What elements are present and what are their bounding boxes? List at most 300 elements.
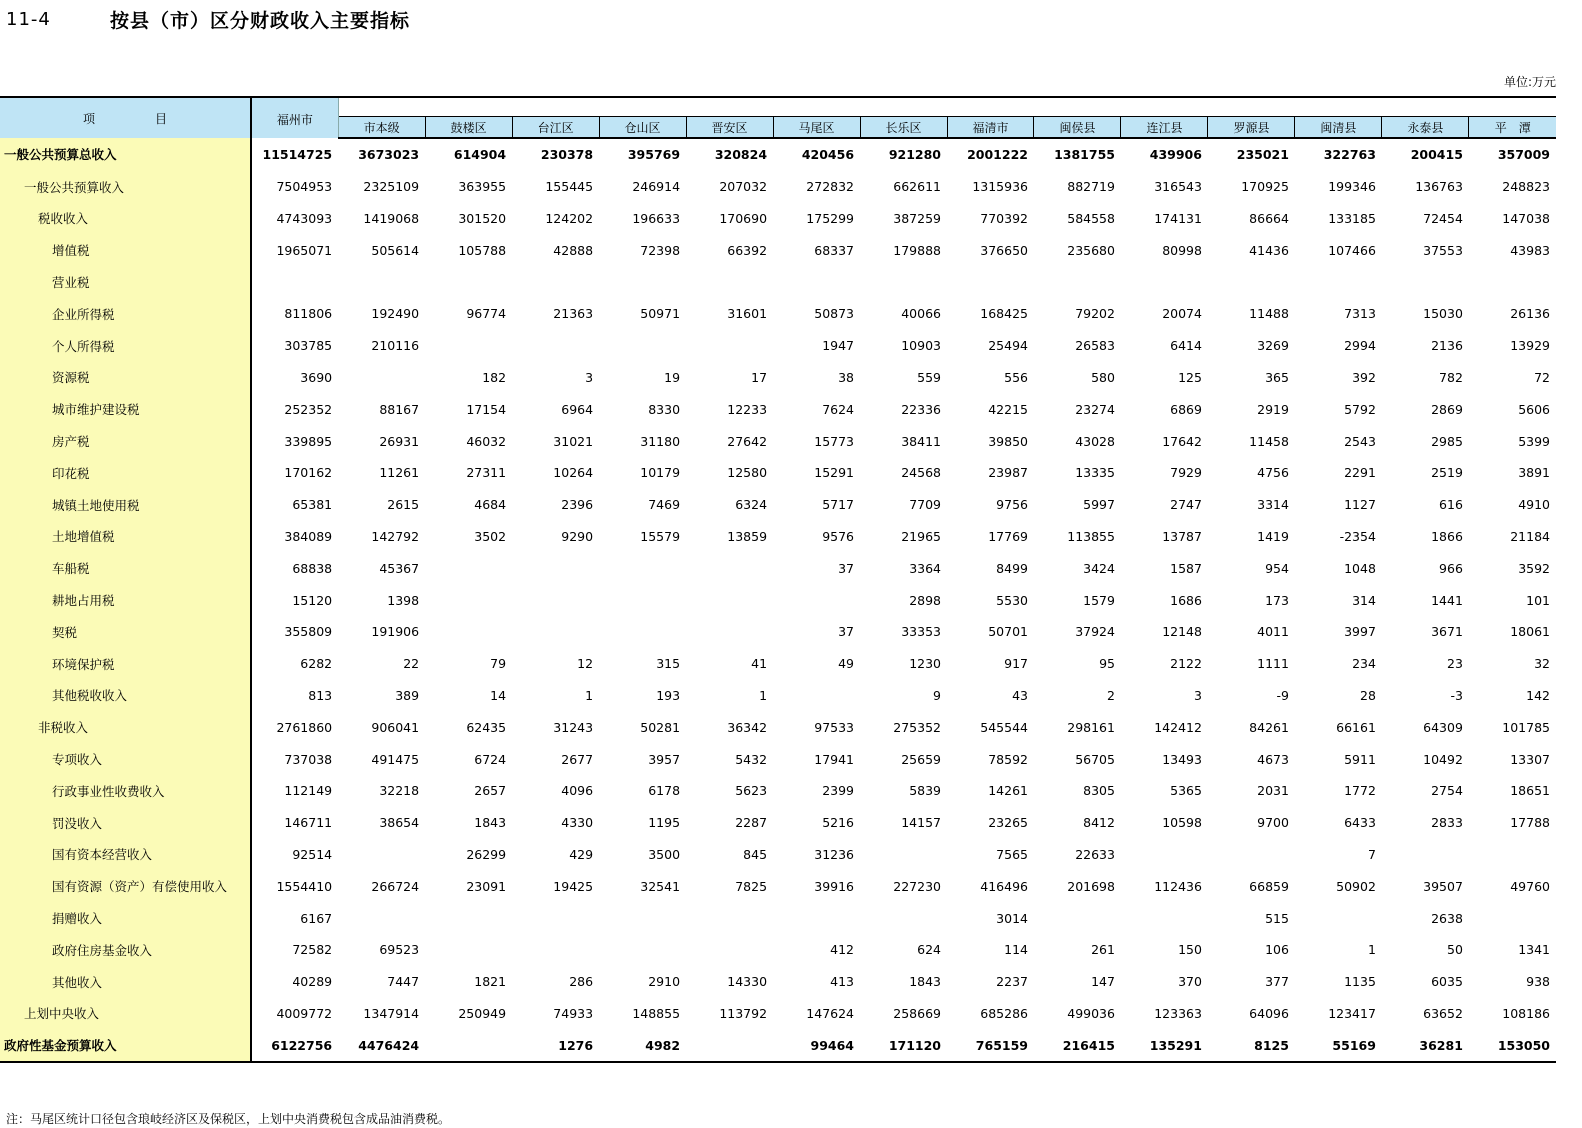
table-cell: 439906	[1149, 147, 1202, 163]
district-column-header: 晋安区	[686, 117, 773, 139]
table-cell: 193	[656, 687, 681, 703]
table-cell: 770392	[980, 210, 1028, 226]
table-cell	[599, 902, 686, 934]
table-cell: 4096	[561, 783, 594, 799]
table-cell: 272832	[806, 179, 855, 195]
table-cell: 17	[751, 369, 768, 385]
table-cell: 68337	[814, 242, 855, 258]
table-cell: 113855	[1067, 528, 1115, 544]
table-cell	[599, 584, 686, 616]
table-cell: 43	[1012, 687, 1028, 703]
district-column-header: 马尾区	[773, 117, 860, 139]
table-cell	[1469, 902, 1556, 934]
table-cell: 3364	[909, 560, 941, 576]
table-cell: 7447	[387, 974, 420, 990]
table-cell: 2237	[996, 974, 1028, 990]
table-cell: 491475	[371, 751, 420, 767]
table-cell: 133185	[1328, 210, 1376, 226]
table-cell: 1419	[1257, 528, 1289, 544]
table-row	[0, 330, 1556, 362]
table-cell	[1208, 839, 1295, 871]
table-cell: 22336	[901, 401, 941, 417]
table-cell: 12	[577, 656, 594, 672]
table-cell: 3	[1194, 687, 1202, 703]
table-cell: 315	[656, 656, 681, 672]
table-cell: 376650	[980, 242, 1028, 258]
table-cell	[860, 266, 947, 298]
table-cell: 27311	[466, 465, 507, 481]
table-cell: 25659	[901, 751, 941, 767]
row-label: 一般公共预算收入	[0, 171, 251, 203]
table-cell	[425, 616, 512, 648]
table-cell: 20074	[1162, 306, 1202, 322]
table-cell: 5717	[822, 497, 855, 513]
table-cell	[512, 330, 599, 362]
table-cell: 2519	[1431, 465, 1463, 481]
table-cell: 6964	[561, 401, 594, 417]
table-cell: 377	[1265, 974, 1289, 990]
table-cell: 230378	[540, 147, 594, 163]
table-cell: 171120	[860, 1029, 947, 1062]
table-cell: 37	[838, 624, 855, 640]
table-cell: 2754	[1431, 783, 1463, 799]
table-cell: 147	[1091, 974, 1115, 990]
table-cell: 179888	[893, 242, 941, 258]
table-cell: 49760	[1510, 878, 1550, 894]
table-row	[0, 552, 1556, 584]
table-cell: 1772	[1344, 783, 1376, 799]
table-cell: 286	[569, 974, 594, 990]
table-cell: 88167	[379, 401, 420, 417]
table-cell: 515	[1265, 910, 1289, 926]
table-cell: 7313	[1344, 306, 1376, 322]
table-cell: 685286	[980, 1005, 1028, 1021]
table-cell: 26299	[466, 846, 507, 862]
table-cell: 207032	[719, 179, 768, 195]
table-cell: 6178	[648, 783, 681, 799]
table-cell: 18651	[1510, 783, 1550, 799]
table-cell: 9576	[822, 528, 855, 544]
table-cell: 27642	[727, 433, 768, 449]
table-row	[0, 616, 1556, 648]
table-cell: 6122756	[251, 1029, 338, 1062]
table-cell	[1469, 839, 1556, 871]
row-label: 捐赠收入	[0, 902, 251, 934]
table-cell	[1469, 266, 1556, 298]
row-label: 上划中央收入	[0, 998, 251, 1030]
table-cell: 4982	[599, 1029, 686, 1062]
table-cell: 123363	[1154, 1005, 1202, 1021]
table-cell: 8305	[1083, 783, 1115, 799]
row-label: 其他税收收入	[0, 680, 251, 712]
district-column-header: 永泰县	[1382, 117, 1469, 139]
table-cell: 23	[1447, 656, 1463, 672]
table-cell: 7929	[1170, 465, 1202, 481]
table-cell	[512, 266, 599, 298]
table-cell: 39850	[988, 433, 1028, 449]
table-cell: 227230	[893, 878, 941, 894]
row-label: 行政事业性收费收入	[0, 775, 251, 807]
table-cell: 26583	[1075, 338, 1115, 354]
table-cell: 1	[1367, 942, 1376, 958]
table-cell: 37924	[1075, 624, 1115, 640]
table-cell: 37	[838, 560, 855, 576]
table-cell: 1195	[648, 815, 681, 831]
table-cell: 1111	[1257, 656, 1289, 672]
table-cell: 320824	[714, 147, 768, 163]
table-cell: 8499	[996, 560, 1028, 576]
table-cell: 2	[1107, 687, 1115, 703]
table-cell	[1034, 266, 1121, 298]
table-cell	[1121, 266, 1208, 298]
table-cell	[686, 934, 773, 966]
table-cell: 17154	[466, 401, 507, 417]
table-cell: 2657	[474, 783, 507, 799]
table-cell: 420456	[801, 147, 855, 163]
table-cell: 8412	[1083, 815, 1115, 831]
table-cell: 248823	[1502, 179, 1550, 195]
table-cell: 2919	[1257, 401, 1289, 417]
row-label: 政府性基金预算收入	[0, 1029, 251, 1062]
table-cell: 78592	[988, 751, 1028, 767]
table-cell: 105788	[458, 242, 507, 258]
table-cell: 39507	[1423, 878, 1463, 894]
table-cell	[686, 266, 773, 298]
table-cell: 616	[1439, 497, 1463, 513]
table-cell: 3690	[300, 369, 333, 385]
table-cell: 580	[1091, 369, 1115, 385]
table-cell	[599, 616, 686, 648]
table-cell: 2994	[1344, 338, 1376, 354]
table-cell: 18061	[1510, 624, 1550, 640]
table-cell: 24568	[901, 465, 941, 481]
table-cell: 108186	[1502, 1005, 1550, 1021]
table-cell: 906041	[371, 719, 420, 735]
table-row	[0, 171, 1556, 203]
table-cell: 17788	[1510, 815, 1550, 831]
table-cell	[425, 584, 512, 616]
table-cell: 36342	[727, 719, 768, 735]
table-cell: 15120	[292, 592, 333, 608]
header-row-top	[0, 97, 1556, 117]
table-cell: 1579	[1083, 592, 1115, 608]
table-cell: 32	[1534, 656, 1550, 672]
table-cell: 9700	[1257, 815, 1289, 831]
table-cell	[773, 266, 860, 298]
table-cell: 7469	[648, 497, 681, 513]
table-cell: 389	[395, 687, 420, 703]
table-cell: 917	[1004, 656, 1028, 672]
table-body	[0, 138, 1556, 1062]
table-cell: 147038	[1502, 210, 1550, 226]
table-cell: 5792	[1344, 401, 1376, 417]
table-cell: 19	[664, 369, 681, 385]
table-cell	[599, 552, 686, 584]
table-cell	[425, 552, 512, 584]
table-cell: 38	[838, 369, 855, 385]
table-cell: 153050	[1469, 1029, 1556, 1062]
table-row	[0, 521, 1556, 553]
table-cell: 252352	[284, 401, 333, 417]
table-cell: 1347914	[363, 1005, 420, 1021]
table-cell: 1843	[474, 815, 507, 831]
table-row	[0, 203, 1556, 235]
table-cell: 32541	[640, 878, 681, 894]
table-cell: 1821	[474, 974, 507, 990]
district-column-header: 罗源县	[1208, 117, 1295, 139]
table-cell: 662611	[893, 179, 941, 195]
table-cell: 355809	[284, 624, 333, 640]
table-cell: 3671	[1431, 624, 1463, 640]
table-cell: 23091	[466, 878, 507, 894]
table-cell: 303785	[284, 338, 333, 354]
table-row	[0, 839, 1556, 871]
table-cell: 66859	[1249, 878, 1289, 894]
table-cell: 3673023	[358, 147, 420, 163]
table-cell: 1	[759, 687, 768, 703]
table-cell	[860, 839, 947, 871]
table-cell: 19425	[553, 878, 594, 894]
title-row	[6, 4, 410, 34]
table-cell: 2638	[1431, 910, 1463, 926]
table-cell: 50281	[640, 719, 681, 735]
table-cell: 7	[1367, 846, 1376, 862]
table-cell	[512, 552, 599, 584]
table-cell: 31180	[640, 433, 681, 449]
table-cell: 72582	[292, 942, 333, 958]
table-cell	[425, 266, 512, 298]
table-cell: 42888	[553, 242, 594, 258]
table-cell: 624	[917, 942, 941, 958]
table-cell: 3891	[1518, 465, 1550, 481]
table-cell: 954	[1265, 560, 1289, 576]
table-cell: 6414	[1170, 338, 1202, 354]
table-cell: 7825	[735, 878, 768, 894]
table-cell: 142412	[1154, 719, 1202, 735]
table-cell: 556	[1004, 369, 1028, 385]
table-cell: 4009772	[276, 1005, 333, 1021]
table-row	[0, 489, 1556, 521]
row-label: 车船税	[0, 552, 251, 584]
table-cell: 4330	[561, 815, 594, 831]
table-cell: 3997	[1344, 624, 1376, 640]
table-cell: 782	[1439, 369, 1463, 385]
table-cell	[338, 902, 425, 934]
table-cell: 84261	[1249, 719, 1289, 735]
table-cell: 26931	[379, 433, 420, 449]
table-cell: 416496	[980, 878, 1028, 894]
table-cell: 201698	[1067, 878, 1115, 894]
table-cell: 4743093	[276, 210, 333, 226]
table-cell: 13307	[1510, 751, 1550, 767]
table-row	[0, 234, 1556, 266]
table-cell: 113792	[719, 1005, 768, 1021]
row-label: 契税	[0, 616, 251, 648]
table-cell: 298161	[1067, 719, 1115, 735]
row-label: 国有资本经营收入	[0, 839, 251, 871]
table-row	[0, 711, 1556, 743]
table-cell: 216415	[1034, 1029, 1121, 1062]
table-cell	[251, 266, 338, 298]
table-cell: 6724	[474, 751, 507, 767]
row-label: 资源税	[0, 362, 251, 394]
table-cell: 46032	[466, 433, 507, 449]
table-cell: 5365	[1170, 783, 1202, 799]
table-cell	[1121, 839, 1208, 871]
table-cell: 1947	[822, 338, 855, 354]
table-cell	[425, 902, 512, 934]
table-cell: 72	[1534, 369, 1550, 385]
table-row	[0, 934, 1556, 966]
table-cell: 31021	[553, 433, 594, 449]
table-cell	[338, 266, 425, 298]
district-column-header: 长乐区	[860, 117, 947, 139]
table-cell: 17642	[1162, 433, 1202, 449]
table-cell: 10598	[1162, 815, 1202, 831]
table-cell: 23274	[1075, 401, 1115, 417]
table-cell: 17941	[814, 751, 855, 767]
table-cell: 79	[490, 656, 507, 672]
district-column-header: 台江区	[512, 117, 599, 139]
table-cell: 387259	[893, 210, 941, 226]
table-cell: 365	[1265, 369, 1289, 385]
table-cell: 2287	[735, 815, 768, 831]
table-cell: 11514725	[262, 146, 333, 162]
item-column-header: 项 目	[0, 97, 251, 138]
table-cell	[1121, 902, 1208, 934]
table-cell: 170690	[719, 210, 768, 226]
table-cell: 14157	[901, 815, 941, 831]
table-cell: 811806	[284, 306, 333, 322]
table-cell: 7565	[996, 846, 1028, 862]
row-label: 营业税	[0, 266, 251, 298]
district-column-header: 鼓楼区	[425, 117, 512, 139]
table-cell	[686, 584, 773, 616]
table-cell: 1419068	[363, 210, 420, 226]
table-cell: 173	[1265, 592, 1289, 608]
table-cell: 22	[403, 656, 420, 672]
table-cell: 62435	[466, 719, 507, 735]
table-cell: 36281	[1382, 1029, 1469, 1062]
table-cell: 275352	[893, 719, 941, 735]
table-cell: 1315936	[972, 179, 1028, 195]
table-cell: 31236	[814, 846, 855, 862]
table-cell: 3014	[996, 910, 1028, 926]
table-cell: 64309	[1423, 719, 1463, 735]
table-cell: 261	[1091, 942, 1115, 958]
table-cell: 64096	[1249, 1005, 1289, 1021]
table-cell: 1398	[387, 592, 420, 608]
table-cell: 363955	[458, 179, 507, 195]
table-cell	[512, 934, 599, 966]
table-cell: 1843	[909, 974, 941, 990]
table-cell: 339895	[284, 433, 333, 449]
table-cell: 2761860	[276, 719, 333, 735]
table-cell: 316543	[1154, 179, 1202, 195]
table-cell: 4910	[1518, 497, 1550, 513]
row-label: 一般公共预算总收入	[0, 138, 251, 171]
table-row	[0, 457, 1556, 489]
table-cell: 45367	[379, 560, 420, 576]
table-cell	[686, 552, 773, 584]
table-cell: 266724	[371, 878, 420, 894]
table-cell: 3502	[474, 528, 507, 544]
table-cell: 182	[482, 369, 507, 385]
table-cell: 49	[838, 656, 855, 672]
row-label: 房产税	[0, 425, 251, 457]
table-cell: 168425	[980, 306, 1028, 322]
table-cell: 301520	[458, 210, 507, 226]
table-cell: 2985	[1431, 433, 1463, 449]
table-cell: 2747	[1170, 497, 1202, 513]
table-cell: 107466	[1328, 242, 1376, 258]
table-cell: 4756	[1257, 465, 1289, 481]
table-cell: 412	[830, 942, 855, 958]
table-cell: 175299	[806, 210, 855, 226]
table-cell: 505614	[371, 242, 420, 258]
table-cell: 86664	[1249, 210, 1289, 226]
table-cell: 614904	[453, 147, 507, 163]
table-cell: 99464	[773, 1029, 860, 1062]
table-row	[0, 743, 1556, 775]
table-cell: 12148	[1162, 624, 1202, 640]
table-cell: 4011	[1257, 624, 1289, 640]
table-cell: 2136	[1431, 338, 1463, 354]
table-cell: 43983	[1510, 242, 1550, 258]
table-cell: 235021	[1236, 147, 1289, 163]
table-cell	[686, 330, 773, 362]
table-cell: 813	[308, 687, 333, 703]
table-cell: 5216	[822, 815, 855, 831]
table-cell: 142792	[371, 528, 420, 544]
table-cell	[1208, 266, 1295, 298]
table-cell: 63652	[1423, 1005, 1463, 1021]
district-column-header: 仓山区	[599, 117, 686, 139]
table-cell: 737038	[284, 751, 333, 767]
table-row	[0, 393, 1556, 425]
table-cell	[599, 330, 686, 362]
table-cell: 22633	[1075, 846, 1115, 862]
table-cell: 413	[830, 974, 855, 990]
table-cell	[425, 1029, 512, 1062]
row-label: 城镇土地使用税	[0, 489, 251, 521]
district-column-header: 闽侯县	[1034, 117, 1121, 139]
table-cell: 10179	[640, 465, 681, 481]
table-cell: 1341	[1518, 942, 1550, 958]
table-cell: 21184	[1510, 528, 1550, 544]
table-cell: 97533	[814, 719, 855, 735]
table-cell: 2869	[1431, 401, 1463, 417]
table-cell: 25494	[988, 338, 1028, 354]
table-cell: 14261	[988, 783, 1028, 799]
table-cell	[425, 330, 512, 362]
table-cell: 3	[585, 369, 594, 385]
table-cell: -2354	[1339, 528, 1376, 544]
table-cell: 395769	[627, 147, 681, 163]
table-cell: 499036	[1067, 1005, 1115, 1021]
table-row	[0, 1029, 1556, 1062]
table-cell: 2001222	[967, 147, 1028, 163]
table-cell: 6167	[300, 910, 333, 926]
table-row	[0, 870, 1556, 902]
table-cell: 210116	[371, 338, 420, 354]
table-cell: 322763	[1323, 147, 1376, 163]
table-cell: 112436	[1154, 878, 1202, 894]
table-cell: 38654	[379, 815, 420, 831]
table-cell	[425, 934, 512, 966]
table-cell: 5839	[909, 783, 941, 799]
row-label: 专项收入	[0, 743, 251, 775]
